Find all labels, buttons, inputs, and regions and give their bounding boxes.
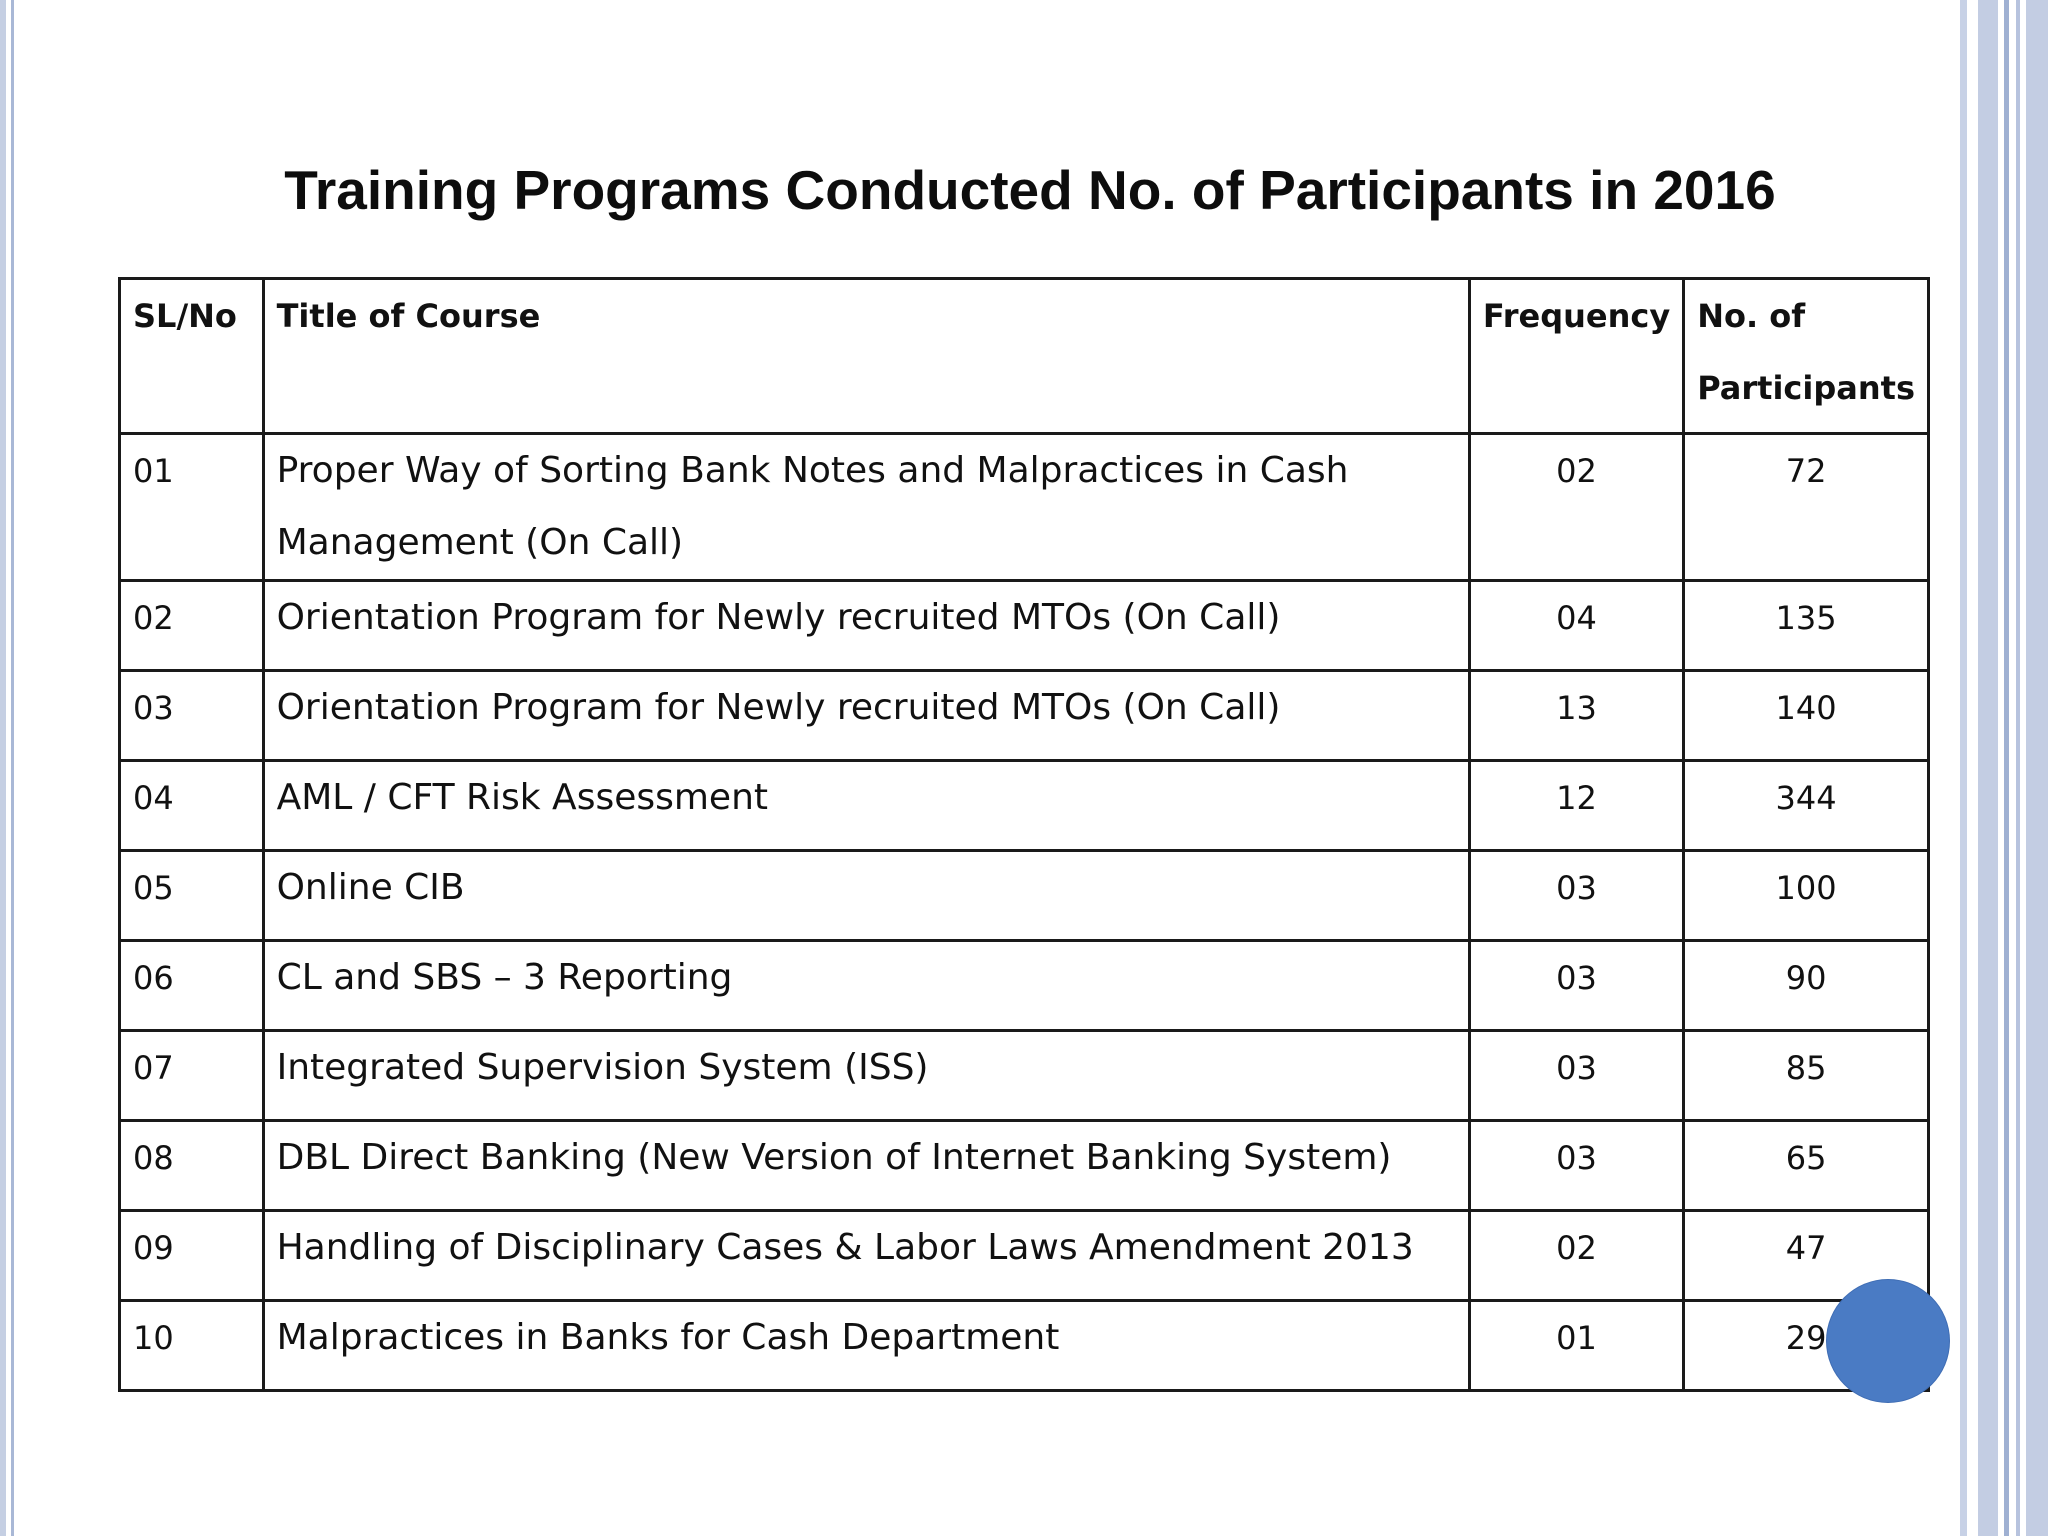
cell-sl: 04 bbox=[120, 761, 264, 851]
cell-title: Proper Way of Sorting Bank Notes and Malpractices in Cash Management (On Call) bbox=[263, 434, 1469, 581]
right-border-stripe bbox=[2026, 0, 2048, 1536]
cell-sl: 05 bbox=[120, 851, 264, 941]
header-title-of-course: Title of Course bbox=[263, 279, 1469, 434]
cell-participants: 85 bbox=[1684, 1031, 1929, 1121]
cell-frequency: 03 bbox=[1469, 941, 1683, 1031]
header-participants bbox=[1684, 279, 1929, 434]
cell-frequency: 04 bbox=[1469, 581, 1683, 671]
cell-sl: 07 bbox=[120, 1031, 264, 1121]
cell-participants: 29 bbox=[1684, 1301, 1929, 1391]
left-border-decoration bbox=[0, 0, 6, 1536]
slide-title: Training Programs Conducted No. of Participants in 2016 bbox=[284, 159, 1776, 221]
left-border-line bbox=[11, 0, 14, 1536]
cell-title: CL and SBS – 3 Reporting bbox=[263, 941, 1469, 1031]
cell-title: Online CIB bbox=[263, 851, 1469, 941]
cell-participants: 90 bbox=[1684, 941, 1929, 1031]
table-row bbox=[120, 434, 1929, 581]
right-border-stripe bbox=[1978, 0, 1998, 1536]
cell-title: AML / CFT Risk Assessment bbox=[263, 761, 1469, 851]
cell-frequency: 01 bbox=[1469, 1301, 1683, 1391]
courses-table bbox=[118, 277, 1930, 1392]
table-row bbox=[120, 1301, 1929, 1391]
cell-sl: 03 bbox=[120, 671, 264, 761]
cell-title: Integrated Supervision System (ISS) bbox=[263, 1031, 1469, 1121]
table-header-row bbox=[120, 279, 1929, 434]
cell-frequency: 03 bbox=[1469, 1121, 1683, 1211]
table-row bbox=[120, 1211, 1929, 1301]
cell-frequency: 02 bbox=[1469, 1211, 1683, 1301]
cell-title: DBL Direct Banking (New Version of Internet Banking System) bbox=[263, 1121, 1469, 1211]
cell-frequency: 03 bbox=[1469, 1031, 1683, 1121]
table-row bbox=[120, 761, 1929, 851]
cell-participants: 140 bbox=[1684, 671, 1929, 761]
cell-sl: 10 bbox=[120, 1301, 264, 1391]
table-row bbox=[120, 1031, 1929, 1121]
decorative-circle bbox=[1827, 1280, 1949, 1402]
cell-frequency: 02 bbox=[1469, 434, 1683, 581]
header-frequency: Frequency bbox=[1469, 279, 1683, 434]
table-row bbox=[120, 1121, 1929, 1211]
cell-sl: 02 bbox=[120, 581, 264, 671]
header-participants-line2: Participants bbox=[1697, 369, 1915, 407]
cell-title: Handling of Disciplinary Cases & Labor Laws Amendment 2013 bbox=[263, 1211, 1469, 1301]
cell-title: Malpractices in Banks for Cash Department bbox=[263, 1301, 1469, 1391]
table-row bbox=[120, 671, 1929, 761]
cell-sl: 06 bbox=[120, 941, 264, 1031]
cell-sl: 01 bbox=[120, 434, 264, 581]
cell-participants: 344 bbox=[1684, 761, 1929, 851]
cell-frequency: 12 bbox=[1469, 761, 1683, 851]
table-row bbox=[120, 941, 1929, 1031]
cell-sl: 08 bbox=[120, 1121, 264, 1211]
cell-frequency: 03 bbox=[1469, 851, 1683, 941]
right-border-stripe bbox=[2004, 0, 2009, 1536]
cell-participants: 100 bbox=[1684, 851, 1929, 941]
right-border-stripe bbox=[2016, 0, 2020, 1536]
header-participants-line1: No. of bbox=[1697, 297, 1806, 335]
cell-frequency: 13 bbox=[1469, 671, 1683, 761]
cell-participants: 65 bbox=[1684, 1121, 1929, 1211]
table-row bbox=[120, 581, 1929, 671]
table-row bbox=[120, 851, 1929, 941]
header-sl-no: SL/No bbox=[120, 279, 264, 434]
right-border-stripe bbox=[1960, 0, 1967, 1536]
cell-title: Orientation Program for Newly recruited MTOs (On Call) bbox=[263, 671, 1469, 761]
cell-participants: 47 bbox=[1684, 1211, 1929, 1301]
cell-participants: 72 bbox=[1684, 434, 1929, 581]
cell-participants: 135 bbox=[1684, 581, 1929, 671]
cell-sl: 09 bbox=[120, 1211, 264, 1301]
cell-title: Orientation Program for Newly recruited MTOs (On Call) bbox=[263, 581, 1469, 671]
